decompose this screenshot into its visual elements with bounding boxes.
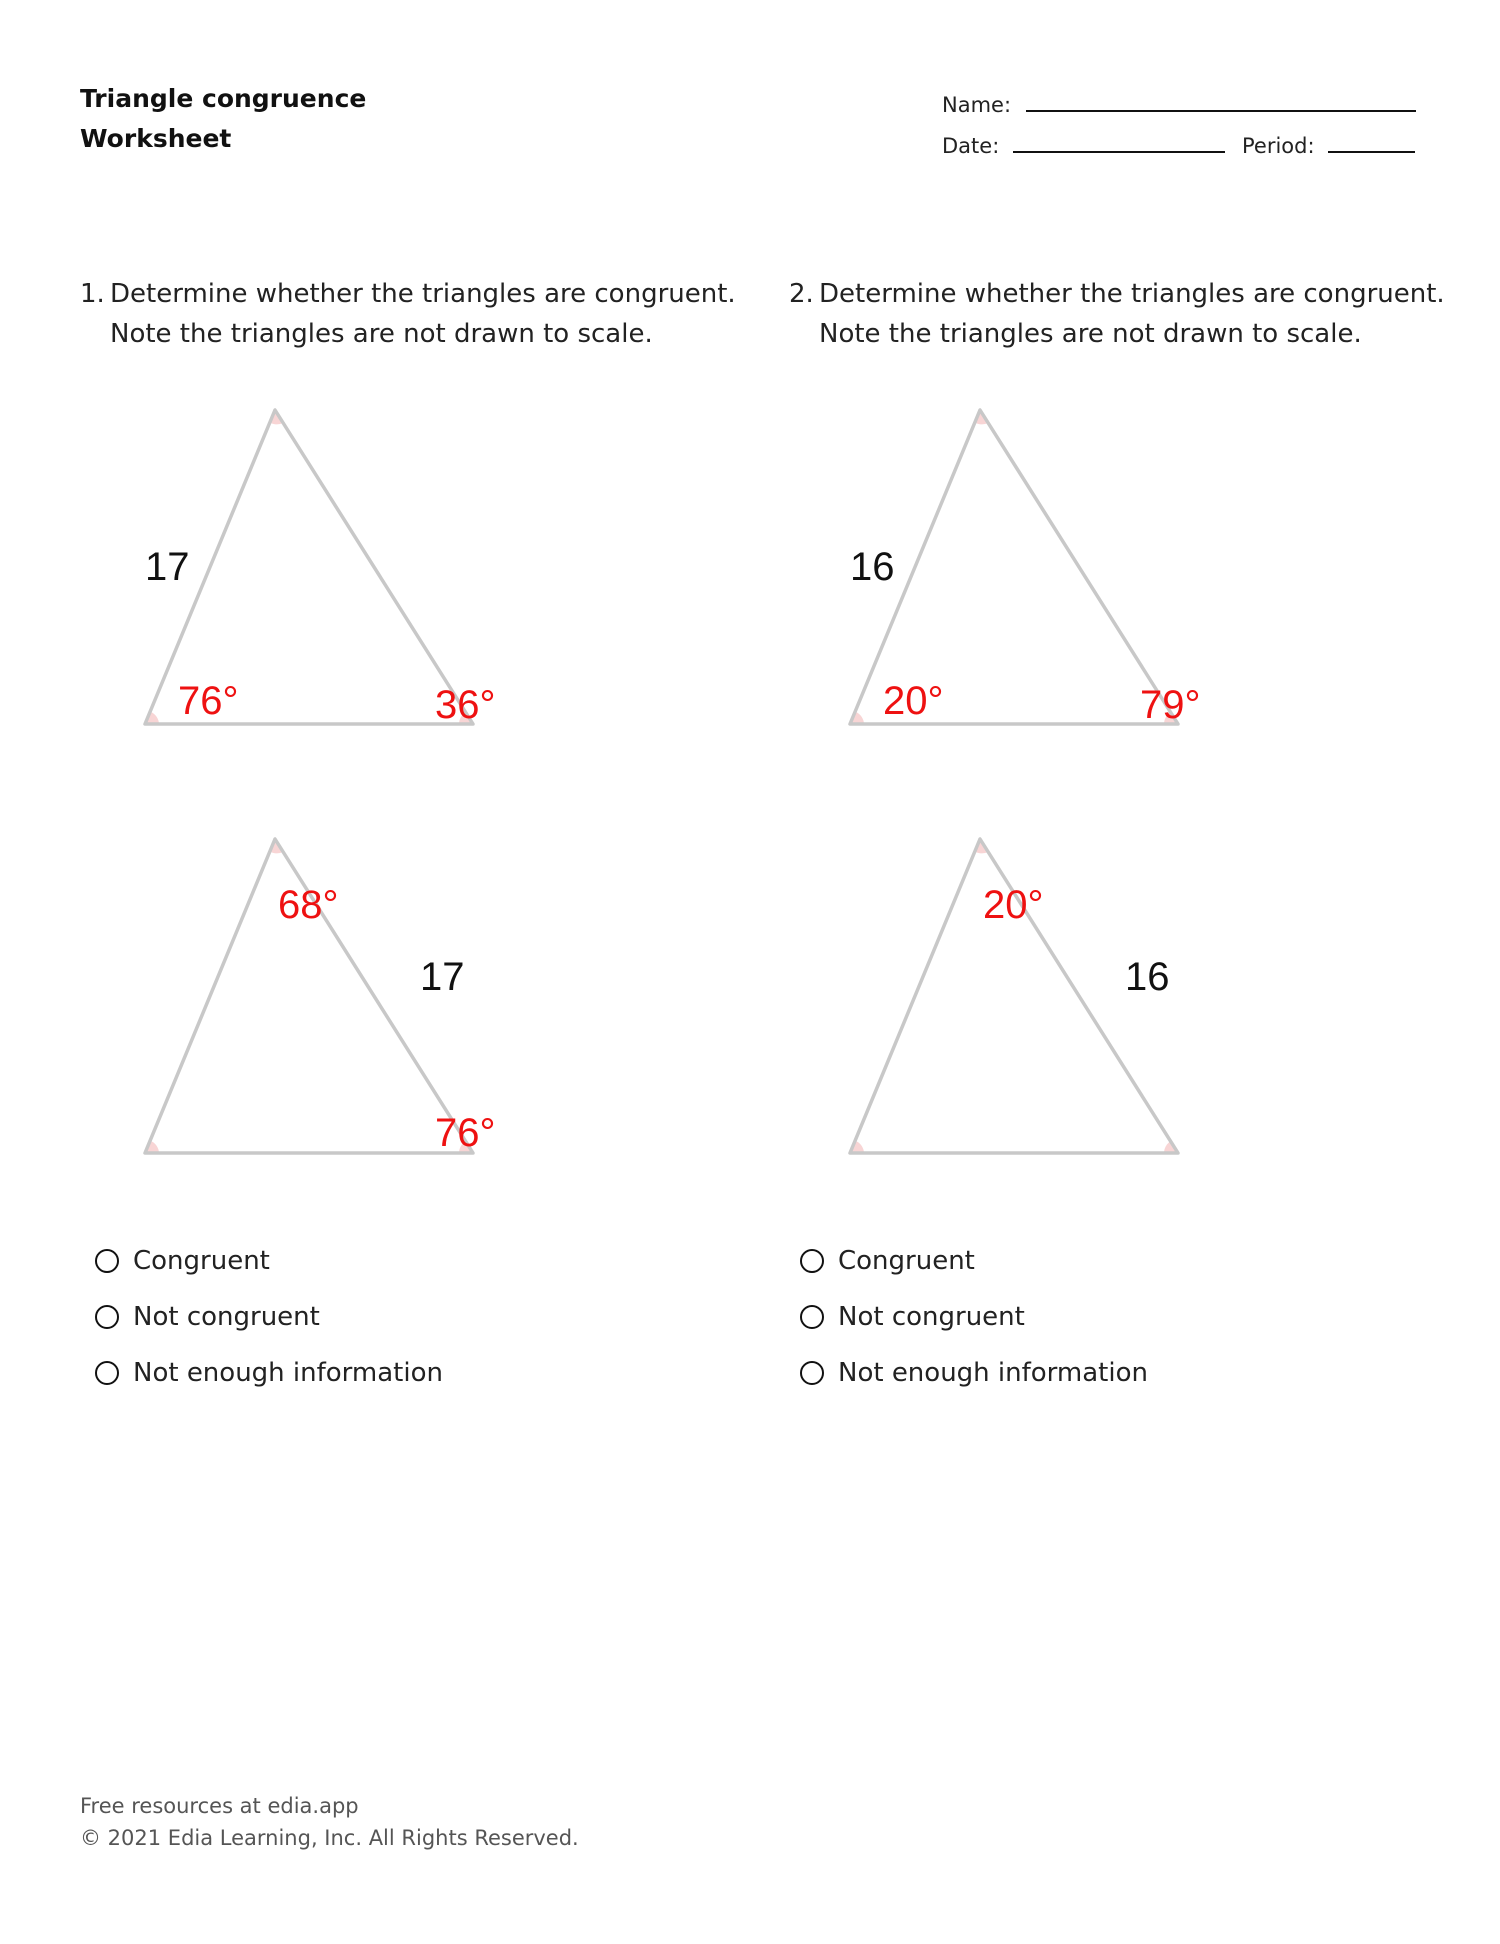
radio-button[interactable]	[95, 1361, 119, 1385]
radio-button[interactable]	[95, 1305, 119, 1329]
radio-button[interactable]	[95, 1249, 119, 1273]
option-label: Congruent	[838, 1246, 975, 1276]
answer-option-not-enough-information[interactable]	[95, 1345, 443, 1401]
period-label: Period:	[1242, 134, 1315, 158]
angle-label: 20°	[983, 883, 1044, 927]
worksheet-subtitle: Worksheet	[80, 124, 232, 153]
date-label: Date:	[942, 134, 1000, 158]
question-note: Note the triangles are not drawn to scale.	[819, 319, 1362, 349]
side-length-label: 17	[420, 955, 465, 999]
option-label: Not enough information	[133, 1358, 443, 1388]
angle-label: 20°	[883, 679, 944, 723]
angle-label: 79°	[1140, 683, 1201, 727]
radio-button[interactable]	[800, 1361, 824, 1385]
footer-resources: Free resources at edia.app	[80, 1794, 359, 1818]
angle-label: 68°	[278, 883, 339, 927]
question-prompt: Determine whether the triangles are congruent.	[110, 279, 736, 309]
worksheet-title: Triangle congruence	[80, 84, 367, 113]
answer-option-not-congruent[interactable]	[800, 1289, 1148, 1345]
side-length-label: 17	[145, 545, 190, 589]
angle-label: 76°	[178, 679, 239, 723]
q1-answer-options	[95, 1233, 443, 1401]
answer-option-not-enough-information[interactable]	[800, 1345, 1148, 1401]
question-note: Note the triangles are not drawn to scale.	[110, 319, 653, 349]
option-label: Congruent	[133, 1246, 270, 1276]
footer-copyright: © 2021 Edia Learning, Inc. All Rights Reserved.	[80, 1826, 579, 1850]
answer-option-congruent[interactable]	[800, 1233, 1148, 1289]
radio-button[interactable]	[800, 1305, 824, 1329]
option-label: Not enough information	[838, 1358, 1148, 1388]
answer-option-congruent[interactable]	[95, 1233, 443, 1289]
angle-label: 76°	[435, 1111, 496, 1155]
question-number: 2.	[789, 279, 814, 309]
name-label: Name:	[942, 93, 1012, 117]
side-length-label: 16	[1125, 955, 1170, 999]
question-number: 1.	[80, 279, 105, 309]
answer-option-not-congruent[interactable]	[95, 1289, 443, 1345]
q2-answer-options	[800, 1233, 1148, 1401]
side-length-label: 16	[850, 545, 895, 589]
option-label: Not congruent	[838, 1302, 1025, 1332]
radio-button[interactable]	[800, 1249, 824, 1273]
angle-label: 36°	[435, 683, 496, 727]
option-label: Not congruent	[133, 1302, 320, 1332]
question-prompt: Determine whether the triangles are congruent.	[819, 279, 1445, 309]
